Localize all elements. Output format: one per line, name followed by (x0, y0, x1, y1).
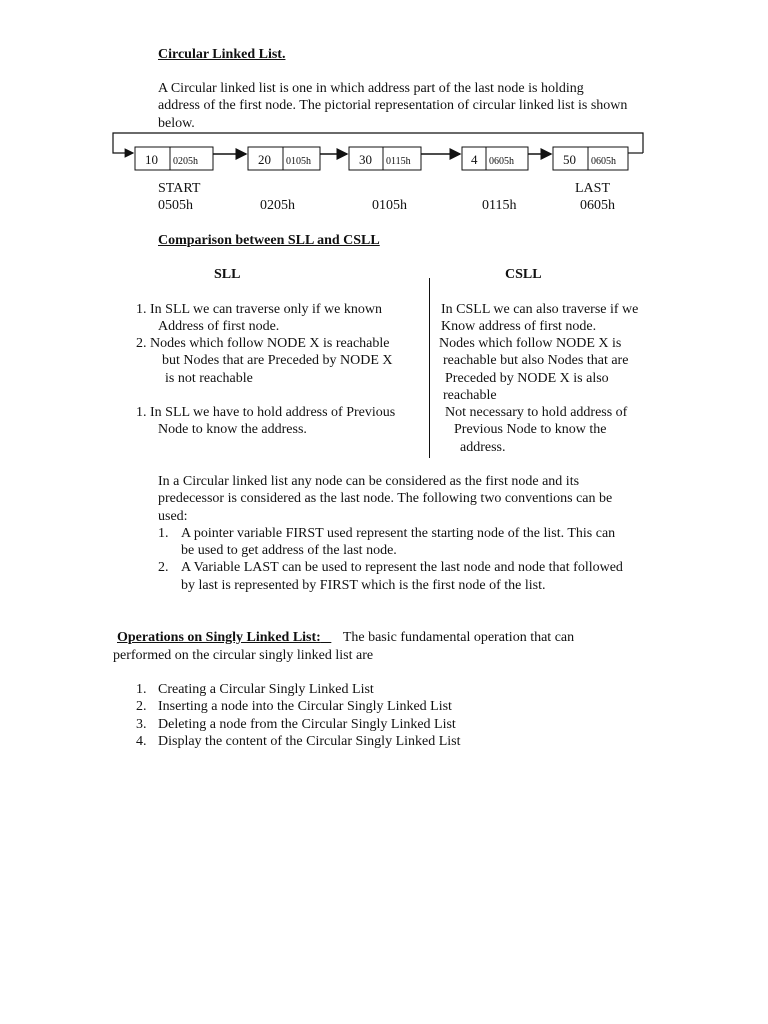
node-3-value: 30 (359, 152, 372, 167)
start-label: START (158, 181, 201, 196)
last-label: LAST (575, 181, 610, 196)
node-2 (248, 147, 320, 170)
address-1: 0505h (158, 198, 193, 213)
node-5-next: 0605h (591, 156, 616, 167)
sll-line-7: Node to know the address. (158, 422, 307, 437)
convention-2-line-1: A Variable LAST can be used to represent the last node and node that followed (181, 560, 623, 575)
node-4-next: 0605h (489, 156, 514, 167)
address-4: 0115h (482, 198, 517, 213)
csll-line-8: Previous Node to know the (454, 422, 607, 437)
ops-item-4-num: 4. (136, 734, 147, 749)
convention-1-line-1: A pointer variable FIRST used represent the starting node of the list. This can (181, 526, 616, 541)
ops-item-2: Inserting a node into the Circular Singly Linked List (158, 699, 452, 714)
node-3 (349, 147, 421, 170)
node-4 (462, 147, 528, 170)
sll-line-5: is not reachable (165, 371, 253, 386)
sll-line-6: 1. In SLL we have to hold address of Previous (136, 405, 396, 420)
para2-line-1: In a Circular linked list any node can be considered as the first node and its (158, 474, 580, 489)
node-1 (135, 147, 213, 170)
ops-item-1-num: 1. (136, 682, 147, 697)
csll-line-1: In CSLL we can also traverse if we (441, 302, 639, 317)
intro-line-3: below. (158, 116, 195, 131)
node-5-value: 50 (563, 152, 576, 167)
heading-comparison: Comparison between SLL and CSLL (158, 233, 380, 248)
ops-item-3: Deleting a node from the Circular Singly Linked List (158, 717, 456, 732)
ops-text-1: The basic fundamental operation that can (342, 630, 575, 645)
csll-line-6: reachable (443, 388, 497, 403)
ops-item-3-num: 3. (136, 717, 147, 732)
address-3: 0105h (372, 198, 407, 213)
ops-item-1: Creating a Circular Singly Linked List (158, 682, 374, 697)
para2-line-3: used: (158, 509, 188, 524)
sll-line-3: 2. Nodes which follow NODE X is reachable (136, 336, 390, 351)
sll-line-4: but Nodes that are Preceded by NODE X (162, 353, 393, 368)
csll-line-9: address. (460, 440, 506, 455)
csll-line-2: Know address of first node. (441, 319, 597, 334)
csll-line-4: reachable but also Nodes that are (443, 353, 629, 368)
node-1-value: 10 (145, 152, 158, 167)
node-5 (553, 147, 628, 170)
sll-line-1: 1. In SLL we can traverse only if we known (136, 302, 382, 317)
address-2: 0205h (260, 198, 295, 213)
convention-2-line-2: by last is represented by FIRST which is the first node of the list. (181, 578, 546, 593)
node-2-next: 0105h (286, 156, 311, 167)
ops-item-2-num: 2. (136, 699, 147, 714)
circular-list-diagram (0, 130, 768, 180)
address-5: 0605h (580, 198, 615, 213)
ops-text-2: performed on the circular singly linked list are (113, 648, 374, 663)
csll-line-3: Nodes which follow NODE X is (439, 336, 622, 351)
column-divider (429, 278, 430, 458)
node-4-value: 4 (471, 152, 478, 167)
intro-line-1: A Circular linked list is one in which address part of the last node is holding (158, 81, 584, 96)
csll-column-head: CSLL (505, 267, 542, 282)
node-2-value: 20 (258, 152, 271, 167)
node-1-next: 0205h (173, 156, 198, 167)
convention-1-line-2: be used to get address of the last node. (181, 543, 397, 558)
convention-1-num: 1. (158, 526, 169, 541)
csll-line-5: Preceded by NODE X is also (445, 371, 609, 386)
ops-heading: Operations on Singly Linked List: (117, 630, 321, 645)
sll-column-head: SLL (214, 267, 241, 282)
ops-item-4: Display the content of the Circular Singly Linked List (158, 734, 461, 749)
convention-2-num: 2. (158, 560, 169, 575)
heading-circular-linked-list: Circular Linked List. (158, 47, 286, 62)
csll-line-7: Not necessary to hold address of (445, 405, 628, 420)
sll-line-2: Address of first node. (158, 319, 280, 334)
node-3-next: 0115h (386, 156, 411, 167)
para2-line-2: predecessor is considered as the last node. The following two conventions can be (158, 491, 613, 506)
intro-line-2: address of the first node. The pictorial representation of circular linked list is shown (158, 98, 628, 113)
